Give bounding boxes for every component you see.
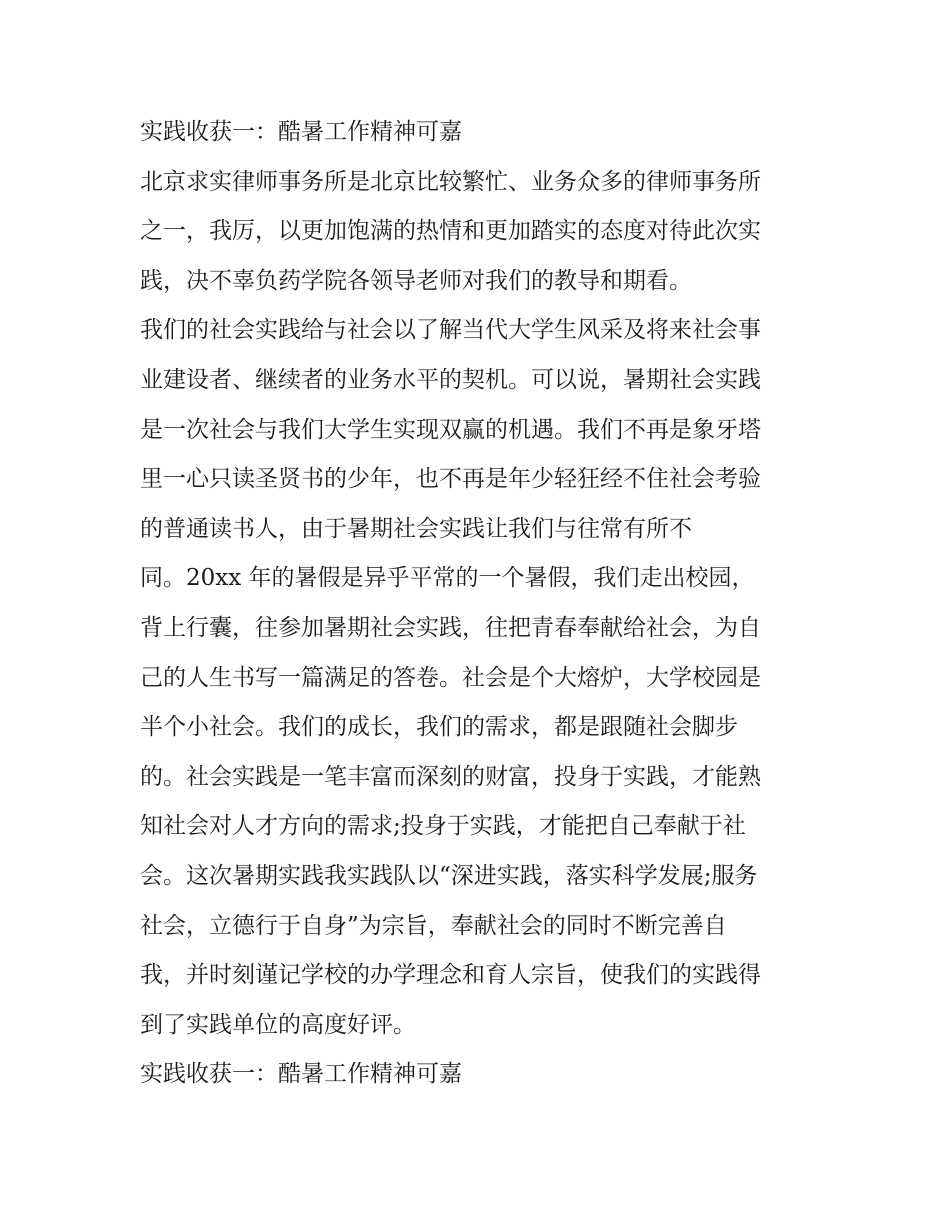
text-line: 是一次社会与我们大学生实现双赢的机遇。我们不再是象牙塔 <box>140 416 761 443</box>
text-line: 到了实践单位的高度好评。 <box>140 1011 416 1038</box>
text-line: 之一，我厉，以更加饱满的热情和更加踏实的态度对待此次实 <box>140 218 761 245</box>
text-line: 我，并时刻谨记学校的办学理念和育人宗旨，使我们的实践得 <box>140 962 761 989</box>
text-line: 北京求实律师事务所是北京比较繁忙、业务众多的律师事务所 <box>140 168 761 195</box>
text-line: 业建设者、继续者的业务水平的契机。可以说，暑期社会实践 <box>140 366 761 393</box>
text-line: 社会，立德行于自身”为宗旨，奉献社会的同时不断完善自 <box>140 912 727 939</box>
section-heading: 实践收获一：酷暑工作精神可嘉 <box>140 1061 462 1088</box>
text-line: 的。社会实践是一笔丰富而深刻的财富，投身于实践，才能熟 <box>140 763 761 790</box>
text-line: 会。这次暑期实践我实践队以“深进实践，落实科学发展;服务 <box>140 862 758 889</box>
text-line: 里一心只读圣贤书的少年，也不再是年少轻狂经不住社会考验 <box>140 466 761 493</box>
section-heading: 实践收获一：酷暑工作精神可嘉 <box>140 119 462 145</box>
document-body <box>140 108 810 1100</box>
text-line: 同。20xx 年的暑假是异乎平常的一个暑假，我们走出校园， <box>140 565 755 592</box>
text-line: 我们的社会实践给与社会以了解当代大学生风采及将来社会事 <box>140 317 761 344</box>
text-line: 的普通读书人，由于暑期社会实践让我们与往常有所不 <box>140 515 692 542</box>
text-line: 知社会对人才方向的需求;投身于实践，才能把自己奉献于社 <box>140 813 746 840</box>
text-line: 背上行囊，往参加暑期社会实践，往把青春奉献给社会，为自 <box>140 614 761 641</box>
text-line: 践，决不辜负药学院各领导老师对我们的教导和期看。 <box>140 267 692 294</box>
text-line: 半个小社会。我们的成长，我们的需求，都是跟随社会脚步 <box>140 714 738 741</box>
text-line: 己的人生书写一篇满足的答卷。社会是个大熔炉，大学校园是 <box>140 664 761 691</box>
